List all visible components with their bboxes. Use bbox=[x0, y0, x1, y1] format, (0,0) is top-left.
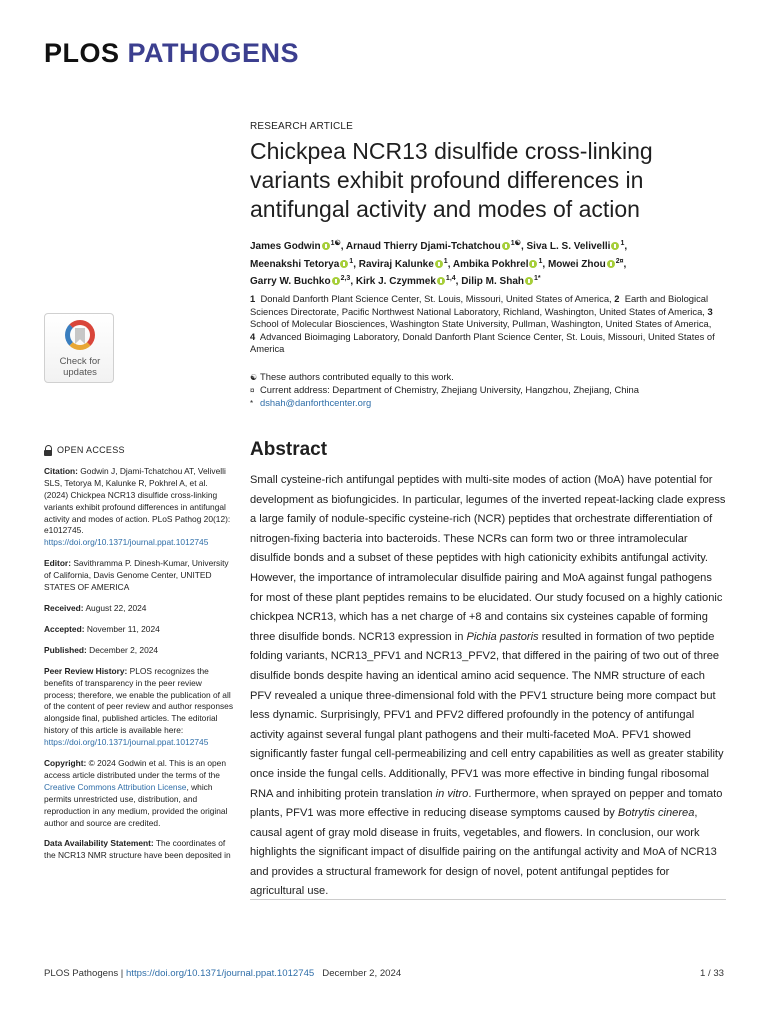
received-block bbox=[44, 603, 234, 615]
footer-separator: | bbox=[118, 968, 126, 979]
abstract-segment: , causal agent of gray mold disease in fruits, vegetables, and flowers. In conclusion, our work highlights the significant impact of disulfide pairing on the antifungal activity and MoA of NCR13 and provides a structural framework for design of novel, potent antifungal peptides for agricultural use. bbox=[250, 807, 717, 898]
author-separator: , bbox=[623, 258, 627, 270]
abstract-segment: . Furthermore, when sprayed on pepper and tomato plants, PFV1 was more effective in reducing disease symptoms caused by bbox=[250, 787, 723, 820]
affiliation-number: 4 bbox=[250, 330, 256, 342]
abstract-segment: Small cysteine-rich antifungal peptides with multi-site modes of action (MoA) have potential for development as biofungicides. In particular, legumes of the inverted repeat-lacking clade express a large family of nodule-specific cysteine-rich (NCR) peptides that orchestrate differentiation of nitrogen-fixing bacteria into bacteroids. These NCRs can form two or three intramolecular disulfide bonds and a subset of these peptides with high cationicity exhibits antifungal activity. However, the importance of intramolecular disulfide pairing and MoA against fungal pathogens for most of these plant peptides remains to be elucidated. Our study focused on a highly cationic chickpea NCR13, which has a net charge of +8 and contains six cysteines capable of forming three disulfide bonds. NCR13 expression in bbox=[250, 474, 726, 643]
author-name[interactable]: , Ambika Pokhrel bbox=[447, 258, 529, 270]
author-line-2 bbox=[250, 255, 720, 273]
copyright-label: Copyright: bbox=[44, 758, 87, 769]
accepted-block bbox=[44, 624, 234, 636]
author-affiliation-sup: 1 bbox=[538, 257, 543, 265]
abstract-heading: Abstract bbox=[250, 439, 328, 460]
author-affiliation-sup: 1 bbox=[534, 275, 538, 283]
equal-contribution-text: These authors contributed equally to this work. bbox=[260, 371, 454, 382]
check-for-updates-label bbox=[45, 356, 115, 378]
journal-logo-pathogens: PATHOGENS bbox=[127, 38, 300, 68]
author-name[interactable]: , Siva L. S. Velivelli bbox=[520, 241, 611, 252]
journal-logo bbox=[44, 38, 299, 69]
received-label: Received: bbox=[44, 602, 84, 613]
corresponding-author-mark: * bbox=[537, 275, 541, 283]
author-name[interactable]: , Kirk J. Czymmek bbox=[350, 276, 436, 288]
orcid-icon[interactable] bbox=[502, 242, 510, 250]
author-separator: , bbox=[624, 241, 628, 252]
asterisk-icon: * bbox=[250, 398, 254, 408]
page-footer bbox=[44, 968, 724, 979]
orcid-icon[interactable] bbox=[340, 260, 348, 268]
data-availability-text: The coordinates of the NCR13 NMR structure have been deposited in bbox=[44, 838, 231, 861]
peer-review-link[interactable]: https://doi.org/10.1371/journal.ppat.1012745 bbox=[44, 737, 209, 748]
author-affiliation-sup: 1☯ bbox=[330, 240, 341, 247]
article-info-sidebar bbox=[44, 445, 234, 871]
corresponding-email-note bbox=[250, 397, 720, 410]
affiliation-text: Donald Danforth Plant Science Center, St. Louis, Missouri, United States of America, bbox=[260, 293, 612, 304]
affiliation-number: 3 bbox=[707, 305, 713, 317]
affiliation-text: School of Molecular Biosciences, Washington State University, Pullman, Washington, United States of America, bbox=[250, 318, 712, 330]
badge-line-1: Check for bbox=[59, 356, 101, 367]
author-name[interactable]: , Arnaud Thierry Djami-Tchatchou bbox=[340, 241, 501, 252]
author-name[interactable]: , Raviraj Kalunke bbox=[353, 258, 434, 270]
published-date: December 2, 2024 bbox=[89, 644, 159, 655]
footer-journal-name: PLOS Pathogens bbox=[44, 968, 119, 979]
article-type: RESEARCH ARTICLE bbox=[250, 121, 354, 132]
author-affiliation-sup: 2,3 bbox=[340, 275, 351, 283]
orcid-icon[interactable] bbox=[435, 260, 443, 268]
license-link[interactable]: Creative Commons Attribution License bbox=[44, 781, 187, 792]
citation-text: Godwin J, Djami-Tchatchou AT, Velivelli SLS, Tetorya M, Kalunke R, Pokhrel A, et al. (2024) Chickpea NCR13 disulfide cross-linking variants exhibit profound differences in antifungal activity and modes of action. PLoS Pathog 20(12): e1012745. bbox=[44, 465, 231, 536]
check-for-updates-badge[interactable] bbox=[44, 313, 114, 383]
affiliation-text: Earth and Biological Sciences Directorate, Pacific Northwest National Laboratory, Richland, Washington, United States of America, bbox=[250, 293, 709, 317]
accepted-label: Accepted: bbox=[44, 623, 85, 634]
received-date: August 22, 2024 bbox=[85, 602, 147, 613]
citation-block bbox=[44, 466, 234, 549]
current-address-text: Current address: Department of Chemistry, Zhejiang University, Hangzhou, Zhejiang, China bbox=[260, 383, 639, 395]
species-name: Botrytis cinerea bbox=[617, 807, 695, 820]
author-name[interactable]: , Dilip M. Shah bbox=[455, 276, 524, 288]
peer-review-text: PLOS recognizes the benefits of transparency in the peer review process; therefore, we enable the publication of all of the content of peer review and author responses alongside final, published articles. The editorial history of this article is available here: bbox=[44, 665, 234, 736]
open-access-text: OPEN ACCESS bbox=[57, 445, 125, 455]
orcid-icon[interactable] bbox=[322, 242, 330, 250]
author-line-3 bbox=[250, 272, 720, 290]
affiliation-list bbox=[250, 293, 720, 356]
citation-doi-link[interactable]: https://doi.org/10.1371/journal.ppat.1012745 bbox=[44, 537, 209, 548]
orcid-icon[interactable] bbox=[437, 277, 445, 285]
author-name[interactable]: James Godwin bbox=[250, 241, 321, 252]
citation-label: Citation: bbox=[44, 465, 78, 476]
abstract-text bbox=[250, 471, 726, 902]
orcid-icon[interactable] bbox=[525, 277, 533, 285]
species-name: Pichia pastoris bbox=[466, 630, 539, 643]
current-address-icon: ¤ bbox=[250, 385, 255, 395]
affiliation-number: 2 bbox=[614, 293, 620, 304]
orcid-icon[interactable] bbox=[607, 260, 615, 268]
editor-text: Savithramma P. Dinesh-Kumar, University of California, Davis Genome Center, UNITED STATES OF AMERICA bbox=[44, 558, 229, 593]
author-affiliation-sup: 1 bbox=[620, 240, 625, 247]
copyright-text-cont: , which permits unrestricted use, distribution, and reproduction in any medium, provided the original author and source are credited. bbox=[44, 781, 228, 828]
orcid-icon[interactable] bbox=[611, 242, 619, 250]
affiliation-number: 1 bbox=[250, 293, 256, 304]
author-list bbox=[250, 237, 720, 290]
copyright-block bbox=[44, 758, 234, 829]
author-notes bbox=[250, 371, 720, 409]
in-vitro-term: in vitro bbox=[435, 787, 469, 800]
editor-label: Editor: bbox=[44, 558, 71, 569]
equal-contribution-note bbox=[250, 371, 720, 384]
author-name[interactable]: Meenakshi Tetorya bbox=[250, 258, 340, 270]
orcid-icon[interactable] bbox=[529, 260, 537, 268]
editor-block bbox=[44, 558, 234, 594]
published-label: Published: bbox=[44, 644, 87, 655]
footer-doi-link[interactable]: https://doi.org/10.1371/journal.ppat.1012745 bbox=[125, 968, 315, 979]
journal-logo-plos: PLOS bbox=[44, 38, 120, 68]
peer-review-label: Peer Review History: bbox=[44, 665, 128, 676]
author-affiliation-sup: 1☯ bbox=[510, 240, 521, 247]
abstract-divider bbox=[250, 899, 726, 900]
published-block bbox=[44, 645, 234, 657]
corresponding-email-link[interactable]: dshah@danforthcenter.org bbox=[260, 396, 372, 408]
page-number: 1 / 33 bbox=[699, 968, 724, 979]
current-address-note bbox=[250, 384, 720, 397]
footer-date: December 2, 2024 bbox=[322, 968, 402, 979]
author-affiliation-sup: 2¤ bbox=[615, 257, 624, 265]
author-affiliation-sup: 1 bbox=[443, 257, 448, 265]
abstract-segment: resulted in formation of two peptide folding variants, NCR13_PFV1 and NCR13_PFV2, that differed in the pairing of two out of three disulfide bonds despite having an identical amino acid sequence. The NMR structure of each PFV revealed a unique three-dimensional fold with the PFV1 structure being more compact but less dynamic. Surprisingly, PFV1 and PFV2 differed profoundly in the potency of antifungal activity against several fungal plant pathogens and their multi-faceted MoA. PFV1 showed significantly faster fungal cell-permeabilizing and cell entry capabilities as well as greater stability once inside the fungal cells. Additionally, PFV1 was more effective in binding fungal ribosomal RNA and inhibiting protein translation bbox=[250, 630, 724, 800]
badge-line-2: updates bbox=[63, 367, 97, 378]
author-affiliation-sup: 1,4 bbox=[445, 275, 456, 283]
author-name[interactable]: Garry W. Buchko bbox=[250, 276, 331, 288]
accepted-date: November 11, 2024 bbox=[86, 623, 160, 634]
author-name[interactable]: , Mowei Zhou bbox=[542, 258, 606, 270]
peer-review-block bbox=[44, 666, 234, 749]
open-access-label bbox=[44, 445, 234, 457]
orcid-icon[interactable] bbox=[332, 277, 340, 285]
article-title: Chickpea NCR13 disulfide cross-linking variants exhibit profound differences in antifungal activity and modes of action bbox=[250, 138, 653, 222]
data-availability-label: Data Availability Statement: bbox=[44, 838, 154, 849]
affiliation-text: Advanced Bioimaging Laboratory, Donald Danforth Plant Science Center, St. Louis, Missouri, United States of America bbox=[250, 330, 715, 355]
equal-contribution-icon: ☯ bbox=[250, 373, 258, 382]
author-line-1 bbox=[250, 237, 720, 255]
open-lock-icon bbox=[44, 445, 53, 456]
author-affiliation-sup: 1 bbox=[349, 257, 354, 265]
copyright-text: © 2024 Godwin et al. This is an open access article distributed under the terms of the bbox=[44, 758, 226, 780]
data-availability-block bbox=[44, 838, 234, 862]
